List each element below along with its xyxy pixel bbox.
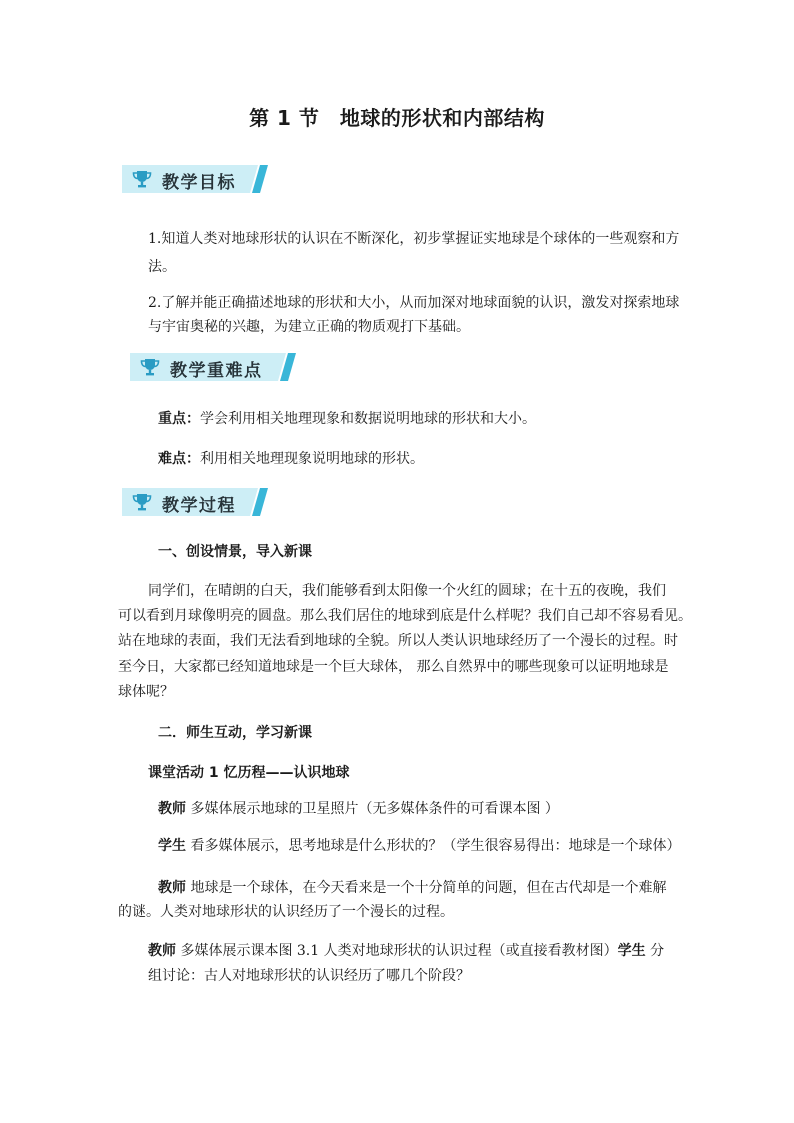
step-1-line-4: 至今日，大家都已经知道地球是一个巨大球体， 那么自然界中的哪些现象可以证明地球是	[118, 659, 669, 675]
student-2-line-2: 组讨论：古人对地球形状的认识经历了哪几个阶段？	[148, 968, 470, 984]
teacher-label: 教师	[148, 943, 176, 959]
student-1-text: 看多媒体展示，思考地球是什么形状的？（学生很容易得出：地球是一个球体）	[190, 838, 681, 854]
step-1-line-3: 站在地球的表面，我们无法看到地球的全貌。所以人类认识地球经历了一个漫长的过程。时	[118, 633, 678, 649]
section-title-goals: 教学目标	[162, 173, 236, 193]
step-1-heading: 一、创设情景，导入新课	[158, 544, 312, 560]
teacher-2-line-2: 的谜。人类对地球形状的认识经历了一个漫长的过程。	[118, 904, 454, 920]
step-2-heading: 二．师生互动，学习新课	[158, 725, 312, 741]
teacher-label: 教师	[158, 880, 186, 896]
teacher-2-text: 地球是一个球体，在今天看来是一个十分简单的问题，但在古代却是一个难解	[190, 880, 667, 896]
step-1-line-1: 同学们，在晴朗的白天，我们能够看到太阳像一个火红的圆球；在十五的夜晚，我们	[148, 583, 666, 599]
goal-item-2-line-2: 与宇宙奥秘的兴趣，为建立正确的物质观打下基础。	[148, 319, 470, 335]
student-label: 学生	[158, 838, 186, 854]
student-label: 学生	[617, 943, 646, 959]
teacher-label: 教师	[158, 801, 186, 817]
teacher-1-line	[158, 795, 559, 823]
focus-line	[158, 405, 536, 433]
difficulty-line	[158, 445, 424, 473]
section-title-process: 教学过程	[162, 496, 236, 516]
goal-item-1-line-1: 1.知道人类对地球形状的认识在不断深化，初步掌握证实地球是个球体的一些观察和方	[148, 231, 680, 247]
teacher-3-line	[148, 937, 664, 965]
page-title: 第 1 节 地球的形状和内部结构	[249, 106, 545, 130]
section-header-key-points	[130, 353, 300, 381]
section-header-goals	[122, 165, 272, 193]
step-1-line-2: 可以看到月球像明亮的圆盘。那么我们居住的地球到底是什么样呢？我们自己却不容易看见。	[118, 608, 692, 624]
student-1-line	[158, 832, 680, 860]
student-2-text-start: 分	[650, 943, 665, 959]
activity-1-heading: 课堂活动 1 忆历程——认识地球	[148, 765, 350, 781]
section-header-process	[122, 488, 272, 516]
teacher-1-text: 多媒体展示地球的卫星照片（无多媒体条件的可看课本图 ）	[190, 801, 559, 817]
focus-text: 学会利用相关地理现象和数据说明地球的形状和大小。	[200, 411, 536, 427]
goal-item-1-line-2: 法。	[148, 259, 176, 275]
teacher-3-text: 多媒体展示课本图 3.1 人类对地球形状的认识过程（或直接看教材图）	[180, 943, 618, 959]
section-title-key-points: 教学重难点	[170, 361, 263, 381]
goal-item-2-line-1: 2.了解并能正确描述地球的形状和大小，从而加深对地球面貌的认识，激发对探索地球	[148, 295, 680, 311]
focus-label: 重点：	[158, 411, 200, 427]
step-1-line-5: 球体呢？	[118, 684, 174, 700]
difficulty-label: 难点：	[158, 451, 200, 467]
difficulty-text: 利用相关地理现象说明地球的形状。	[200, 451, 424, 467]
